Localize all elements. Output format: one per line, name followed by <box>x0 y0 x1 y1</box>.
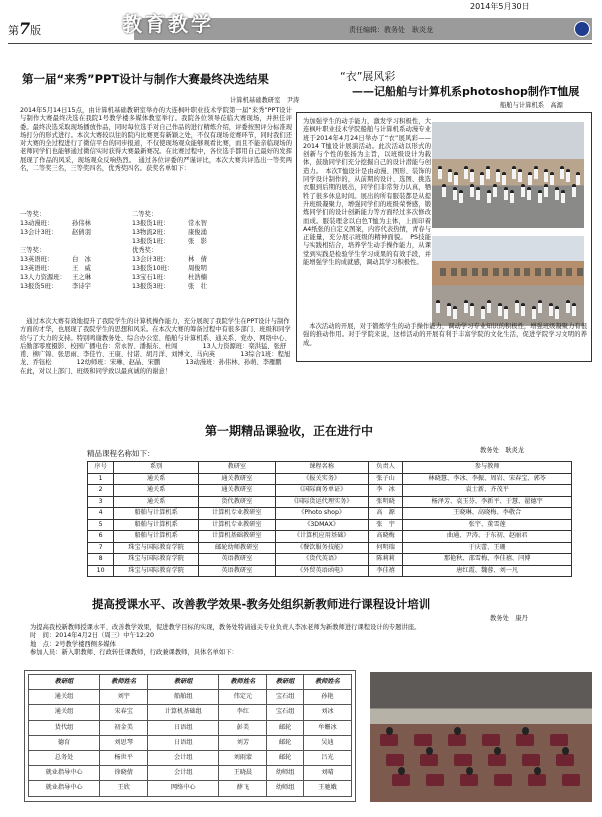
photo-figure <box>527 187 531 200</box>
photo-seat <box>494 774 512 786</box>
photo-figure <box>528 172 532 185</box>
table-cell: 货代组 <box>29 720 100 735</box>
photo-figure <box>555 306 559 319</box>
photo-figure <box>470 169 474 182</box>
table-row <box>29 690 352 705</box>
page-number: 第7版 <box>8 19 42 38</box>
photo-seat <box>556 754 574 766</box>
table-row <box>29 781 352 796</box>
table-cell: 通关教研室 <box>199 485 275 497</box>
photo-figure <box>576 172 580 185</box>
table-cell: 总务处 <box>29 750 100 765</box>
table-cell: 牟姗冰 <box>303 720 351 735</box>
photo-figure <box>448 169 452 182</box>
photo-seat <box>426 774 444 786</box>
photo-figure <box>538 190 542 203</box>
photo-figure <box>447 303 451 316</box>
school-logo-icon <box>574 21 590 37</box>
table-cell: 通关系 <box>114 485 199 497</box>
photo-figure <box>454 172 458 185</box>
photo-figure <box>493 184 497 197</box>
table-cell: 通关教研室 <box>199 473 275 485</box>
photo-figure <box>496 169 500 182</box>
table-cell: 林晓慧、李冰、李振、周岩、宋春宝、郭苓 <box>403 473 572 485</box>
table-cell: 5 <box>88 519 114 531</box>
photo-figure <box>560 166 564 179</box>
table-header-row: 教研组 教师姓名 教研组 教师姓名 教研组 教师姓名 <box>29 675 352 690</box>
table-cell: 通关组 <box>29 705 100 720</box>
photo-figure <box>386 727 393 735</box>
table-cell: 《3DMAX》 <box>275 519 368 531</box>
table-cell: 幼师组 <box>267 766 304 781</box>
photo-window <box>503 268 509 276</box>
table-cell: 张 宇 <box>368 519 403 531</box>
photo-seat <box>550 734 568 746</box>
table-row <box>29 735 352 750</box>
photo-seat <box>528 774 546 786</box>
photo-figure <box>476 187 480 200</box>
photo-seat <box>380 734 398 746</box>
award-list <box>20 210 292 291</box>
photo-figure <box>534 767 541 775</box>
table-row <box>88 473 572 485</box>
table-cell: 德育 <box>29 735 100 750</box>
table-cell: 《货代英语》 <box>275 554 368 566</box>
table-cell: 于庆蕾、王珊 <box>403 542 572 554</box>
photo-window <box>577 268 583 276</box>
photo-figure <box>486 166 490 179</box>
photo-figure <box>453 187 457 200</box>
photo-window <box>472 268 478 276</box>
photo-seat <box>562 774 580 786</box>
table-cell: 邮轮 <box>267 750 304 765</box>
table-row <box>88 508 572 520</box>
photo-figure <box>562 747 569 755</box>
photo-figure <box>572 303 576 316</box>
photo-window <box>556 268 562 276</box>
photo-window <box>482 268 488 276</box>
table-cell: 张明晓 <box>368 496 403 508</box>
article2-title: “衣”展风彩 <box>340 70 396 83</box>
table-cell: 《餐饮服务技能》 <box>275 542 368 554</box>
table-cell: 计算机专业教研室 <box>199 508 275 520</box>
table-cell: 李 冰 <box>368 485 403 497</box>
article1-title: 第一届“来秀”PPT设计与制作大赛最终决选结果 <box>22 72 269 86</box>
photo-window <box>514 268 520 276</box>
photo-figure <box>453 306 457 319</box>
article2-body: 为加强学生的动手能力，激发学习积极性，大连枫叶职业技术学院船舶与计算机系动漫专业班于2014年4月24日举办了“衣”展风彩——2014 T恤设计展演活动。此次活动以形式的创新与个性的张扬为主旨，以班级设计为载体，鼓励同学们充分挖掘自己的设计潜能与创造力。 本次T恤设计是由动漫、图形、装饰的同学设计制作的，从前期的设计、选图、挑选衣服到后期的展出，同学们非常努力认真，牺牲了很多休息时间。展出的所有服装都是从提升班级凝聚力，增强同学们的班级荣誉感，锻炼同学们的设计创新能力等方面经过多次修改而成。服装理念以白色T恤为主体，上面印着A4纸张的自定义图案，内容代表热情，青春与正能量，充分展示班级的精神面貌。 PS技能与实践相结合，培养学生动手操作能力，从课堂到实践是检验学生学习成果的有效手段，并能增强学生的成就感，调动其学习积极性。 <box>303 118 431 267</box>
table-cell: 刘芳 <box>219 735 267 750</box>
photo-seat <box>448 734 466 746</box>
article1-acknowledgements: 通过本次大赛有效地提升了我院学生的计算机操作能力，充分展现了我院学生在PPT设计与制作方面的才华，也展现了我院学生的思想和风采。在本次大赛的筹备过程中有很多部门、班级和同学给与了大力的支持。特别鸣谢教务处、综合办公室、船舶与计算机系、通关系、党办、网络中心、后勤部零度摄影、校园广播电台：常永智、潘振东、杜闯 13人力资源班：栾洪猛、张舒甫、柳广锦、张思雨、李佳竹、王康、付诺、胡月洋、刘博文、马向英 13综合1班：程旭龙、乔钰松 12幼师班：宋琳、赵晶、宋鹏 13动漫班：孙伟林、孙萌、李雁鹏 在此，对以上部门、班级和同学致以最真诚的的谢意！ <box>20 318 307 375</box>
table-cell: 宝石组 <box>267 705 304 720</box>
photo-seat <box>414 734 432 746</box>
photo-figure <box>521 303 525 316</box>
table-row <box>29 720 352 735</box>
photo-figure <box>504 187 508 200</box>
photo-window <box>440 268 446 276</box>
photo-figure <box>464 166 468 179</box>
award-row: 三等奖： 优秀奖： <box>20 247 158 254</box>
photo-figure <box>494 747 501 755</box>
photo-figure <box>464 300 468 313</box>
table-cell: 王欣 <box>100 781 148 796</box>
table-cell: 船舶与计算机系 <box>114 531 199 543</box>
table-cell: 《外贸英语函电》 <box>275 565 368 577</box>
table-cell: 2 <box>88 485 114 497</box>
table-cell: 曲通、尹涛、于东初、赵丽君 <box>403 531 572 543</box>
photo-figure <box>544 184 548 197</box>
award-row: 一等奖： 二等奖： <box>20 211 158 218</box>
table-cell: 刘思琴 <box>100 735 148 750</box>
photo-figure <box>466 767 473 775</box>
table-cell: 船舶组 <box>148 690 219 705</box>
photo-figure <box>470 303 474 316</box>
photo-figure <box>532 306 536 319</box>
table-cell: 8 <box>88 554 114 566</box>
table-cell: 通关组 <box>29 690 100 705</box>
photo-window <box>461 268 467 276</box>
table-cell: 4 <box>88 508 114 520</box>
table-cell: 珠宝与国际教育学院 <box>114 542 199 554</box>
table-header-row: 序号 系别 教研室 课程名称 负责人 参与教师 <box>88 462 572 474</box>
photo-seat <box>516 734 534 746</box>
table-cell: 徐晓倩 <box>100 766 148 781</box>
table-cell: 通关系 <box>114 473 199 485</box>
table-cell: 吴迪 <box>303 735 351 750</box>
article2-byline: 船舶与计算机系 高源 <box>500 102 563 109</box>
article2-conclusion: 本次活动的开展，对于锻炼学生的动手操作能力，调动学习专业知识的积极性，增强班级凝聚力有很强的推动作用。对于学院来说，这样活动的开展有利于丰富学院的文化生活，促进学院学习文明的养成。 <box>303 323 587 347</box>
photo-figure <box>480 172 484 185</box>
table-cell: 杨世平 <box>100 750 148 765</box>
photo-figure <box>459 190 463 203</box>
table-cell: 刘宇 <box>100 690 148 705</box>
award-row: 13英语班： 王 威 13报货10班： 周俊明 <box>20 265 207 272</box>
photo-seat <box>522 754 540 766</box>
table-cell: 《国际商务单证》 <box>275 485 368 497</box>
table-cell: 孙艳 <box>303 690 351 705</box>
table-cell: 英语教研室 <box>199 554 275 566</box>
table-cell: 张子山 <box>368 473 403 485</box>
table-cell: 《报关实务》 <box>275 473 368 485</box>
photo-figure <box>538 300 542 313</box>
table-cell: 3 <box>88 496 114 508</box>
photo-figure <box>549 303 553 316</box>
table-cell: 网络中心 <box>148 781 219 796</box>
table-cell: 宋春宝 <box>100 705 148 720</box>
table-cell: 《Photo shop》 <box>275 508 368 520</box>
table-cell: 会计组 <box>148 750 219 765</box>
award-row: 13人力资源班： 王之琳 13宝石1班： 杜浩楠 <box>20 274 207 281</box>
table-cell: 吕光 <box>303 750 351 765</box>
editors: 责任编辑：教务处 耿炎龙 <box>349 26 433 34</box>
article2-subtitle: ——记船舶与计算机系photoshop制作T恤展 <box>352 85 580 98</box>
table-cell: 日语组 <box>148 720 219 735</box>
section3-byline: 教务处 康丹 <box>490 615 528 622</box>
table-cell: 日语组 <box>148 735 219 750</box>
table-row <box>29 766 352 781</box>
table-cell: 珠宝与国际教育学院 <box>114 554 199 566</box>
table-cell: 珠宝与国际教育学院 <box>114 565 199 577</box>
photo-figure <box>515 300 519 313</box>
section2-byline: 教务处 耿炎龙 <box>480 447 525 454</box>
photo-figure <box>561 190 565 203</box>
table-cell: 刘冰 <box>303 705 351 720</box>
photo-seat <box>454 754 472 766</box>
award-row: 13英语班： 白 冰 13会计3班： 林 倩 <box>20 256 207 263</box>
table-cell: 唐红霞、魏蓉、刘一凡 <box>403 565 572 577</box>
photo-figure <box>566 169 570 182</box>
table-row <box>88 519 572 531</box>
issue-date: 2014年5月30日 <box>470 2 530 11</box>
table-cell: 6 <box>88 531 114 543</box>
school-name: 大连枫叶职业技术学院 <box>593 23 602 140</box>
section2-title: 第一期精品课验收，正在进行中 <box>205 424 374 438</box>
table-cell: 船舶与计算机系 <box>114 508 199 520</box>
table-cell: 李佳禧 <box>368 565 403 577</box>
photo-figure <box>487 190 491 203</box>
table-cell: 彭美 <box>219 720 267 735</box>
photo-window <box>524 268 530 276</box>
table-row <box>29 750 352 765</box>
table-cell: 王晓晨 <box>219 766 267 781</box>
photo-seat <box>392 774 410 786</box>
award-row: 13报货1班： 张 影 <box>132 238 207 245</box>
table-cell: 何明瑞 <box>368 542 403 554</box>
photo-figure <box>518 169 522 182</box>
photo-figure <box>470 184 474 197</box>
photo-window <box>566 268 572 276</box>
photo-figure <box>555 187 559 200</box>
table-cell: 货代教研室 <box>199 496 275 508</box>
table-cell: 陈莉莉 <box>368 554 403 566</box>
photo-window <box>451 268 457 276</box>
table-cell: 邮轮 <box>267 720 304 735</box>
lecture-room-photo <box>370 672 592 802</box>
table-cell: 通关系 <box>114 496 199 508</box>
table-row <box>29 705 352 720</box>
photo-figure <box>454 727 461 735</box>
table-row <box>88 542 572 554</box>
photo-figure <box>438 166 442 179</box>
table-row <box>88 496 572 508</box>
photo-window <box>493 268 499 276</box>
photo-figure <box>572 184 576 197</box>
table-cell: 伟定元 <box>219 690 267 705</box>
photo-figure <box>436 300 440 313</box>
table-cell: 杨泽芳、袁玉芬、李新平、于慧、翟德宇 <box>403 496 572 508</box>
award-row: 13报货5班： 李诗宇 13报货3班： 张 壮 <box>20 283 207 290</box>
course-table <box>87 461 572 577</box>
building-group-photo <box>432 236 584 326</box>
table-row <box>88 554 572 566</box>
photo-window <box>535 268 541 276</box>
article1-byline: 计算机基础教研室 尹涛 <box>230 97 300 104</box>
award-row: 13动漫班： 孙伟林 13报货1班： 常永智 <box>20 220 207 227</box>
course-list-caption: 精品课程名称如下： <box>87 449 155 458</box>
photo-figure <box>442 184 446 197</box>
photo-seat <box>482 734 500 746</box>
photo-seat <box>420 754 438 766</box>
trainee-table <box>28 674 352 797</box>
table-cell: 英语教研室 <box>199 565 275 577</box>
table-cell: 李红 <box>219 705 267 720</box>
table-cell: 高 源 <box>368 508 403 520</box>
table-cell: 计算机基础教研室 <box>199 531 275 543</box>
table-cell: 王晓琳、高晓梅、李敬合 <box>403 508 572 520</box>
photo-figure <box>510 190 514 203</box>
section-title: 教育教学 <box>122 12 214 36</box>
photo-seat <box>460 774 478 786</box>
table-cell: 10 <box>88 565 114 577</box>
table-cell: 就业指导中心 <box>29 781 100 796</box>
table-cell: 会计组 <box>148 766 219 781</box>
table-cell: 薛飞 <box>219 781 267 796</box>
photo-figure <box>504 306 508 319</box>
photo-figure <box>426 747 433 755</box>
table-cell: 初金美 <box>100 720 148 735</box>
table-cell: 计算机基础组 <box>148 705 219 720</box>
table-cell: 就业指导中心 <box>29 766 100 781</box>
table-cell: 1 <box>88 473 114 485</box>
section3-intro: 为提高我校新教师授课水平、改善教学效果，促进教学目标的实现，教务处特请通关专业负责人李冰老师为新教师进行课程设计的专题讲座。 时 间：2014年4月2日（周三）中午12:20 地 点：2号教学楼西侧多媒体 参加人员：新入职教师、行政转任课教师，行政兼课教师，具体名单如下： <box>30 624 421 656</box>
table-row <box>88 565 572 577</box>
photo-window <box>545 268 551 276</box>
table-cell: 刘晴 <box>303 766 351 781</box>
table-cell: 幼师组 <box>267 781 304 796</box>
table-cell: 船舶与计算机系 <box>114 519 199 531</box>
photo-figure <box>534 166 538 179</box>
tshirt-group-photo <box>432 122 584 228</box>
table-cell: 那艳秋、邵雪梅、李佳禧、闫博 <box>403 554 572 566</box>
table-cell: 张宇、董雪莲 <box>403 519 572 531</box>
table-row <box>88 485 572 497</box>
table-cell: 王驰娥 <box>303 781 351 796</box>
photo-figure <box>512 166 516 179</box>
photo-seat <box>386 754 404 766</box>
photo-figure <box>481 306 485 319</box>
table-cell: 《国际货运代理实务》 <box>275 496 368 508</box>
article1-body: 2014年5月14日15点，由计算机基础教研室举办的大连枫叶职业技术学院第一届“来秀”PPT设计与制作大赛最终决选在我院1号教学楼多媒体教室举行。我院各位领导莅临大赛现场，并担任评委。最终决选采取现场播放作品，同时每位选手对自己作品的进行精炼介绍，评委按照评分标准现场打分的形式进行。本次大赛较以往的院内比赛更有新颖之处，不仅有现场竞赛环节，同时我们还对大赛的全过程进行了微信平台的同步报道，不仅使现场观众能够观看比赛，而且不能亲临现场的老师同学们也能够通过微信实时获得大赛最新赛况。在比赛过程中，各位选手都用自己最好的发挥展现了作品的风采，现场观众反响热烈。 通过各位评委的严谨评比，本次大赛共评选出一等奖两名，二等奖三名，三等奖四名，优秀奖四名。获奖名单如下： <box>20 107 292 173</box>
table-cell: 宝石组 <box>267 690 304 705</box>
photo-figure <box>398 767 405 775</box>
photo-figure <box>544 169 548 182</box>
photo-figure <box>550 172 554 185</box>
photo-figure <box>521 184 525 197</box>
photo-figure <box>498 303 502 316</box>
photo-figure <box>502 172 506 185</box>
award-row: 13会计3班： 赵倩羽 13物流2班： 康俊涌 <box>20 229 207 236</box>
photo-figure <box>566 300 570 313</box>
table-cell: 7 <box>88 542 114 554</box>
table-row <box>88 531 572 543</box>
photo-figure <box>487 300 491 313</box>
photo-seat <box>488 754 506 766</box>
divider <box>8 43 592 44</box>
table-cell: 计算机专业教研室 <box>199 519 275 531</box>
table-cell: 袁士新、齐茂平 <box>403 485 572 497</box>
table-cell: 高晓梅 <box>368 531 403 543</box>
table-cell: 邮轮幼师教研室 <box>199 542 275 554</box>
photo-figure <box>522 727 529 735</box>
table-cell: 邮轮 <box>267 735 304 750</box>
table-cell: 刘雨蒙 <box>219 750 267 765</box>
section3-title: 提高授课水平、改善教学效果-教务处组织新教师进行课程设计培训 <box>92 597 431 611</box>
table-cell: 《计算机应用基础》 <box>275 531 368 543</box>
